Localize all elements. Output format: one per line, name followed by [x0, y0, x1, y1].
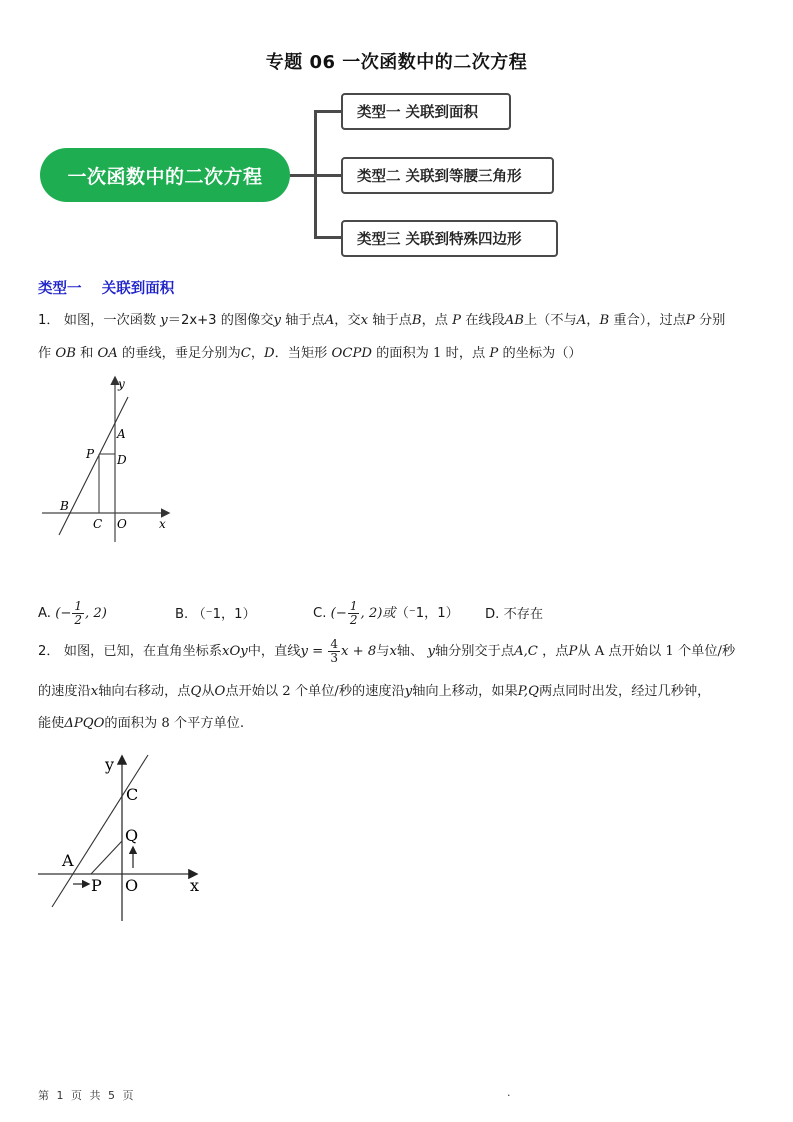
page-title: 专题 06 一次函数中的二次方程 [265, 52, 528, 73]
math-var: x [360, 313, 369, 328]
label-p: P [86, 447, 95, 461]
option-a[interactable] [38, 600, 107, 627]
question-1-line-2 [38, 342, 582, 361]
numerator: 1 [349, 599, 358, 613]
text: 上（不与 [524, 313, 577, 328]
mind-map-connector [314, 110, 342, 113]
mind-map-root: 一次函数中的二次方程 [40, 148, 290, 202]
label-q: Q [125, 826, 139, 845]
text: 能使 [38, 716, 65, 731]
denominator: 2 [74, 613, 83, 627]
footer-dot: . [507, 1086, 511, 1099]
math-expr: , 2) [85, 606, 107, 621]
text: ， [586, 313, 600, 328]
figure-1-diagram [30, 370, 190, 550]
math-var: AB [504, 313, 524, 328]
label-x: x [159, 517, 166, 531]
text: 轴向上移动，如果 [412, 684, 518, 699]
math-var: x [90, 684, 99, 699]
text: 的坐标为（） [502, 346, 582, 361]
text: 如图，一次函数 [63, 313, 157, 328]
text: ，点 [542, 644, 569, 659]
fraction [72, 600, 84, 627]
math-var: xOy [222, 644, 248, 659]
text: 轴向右移动，点 [98, 684, 191, 699]
label-a: A [62, 851, 74, 870]
math-var: C [240, 346, 251, 361]
text: ，交 [334, 313, 361, 328]
label-p: P [91, 876, 102, 895]
math-var: OB [55, 346, 76, 361]
text: 的图像交 [220, 313, 274, 328]
text: 在线段 [465, 313, 505, 328]
denominator: 2 [349, 613, 358, 627]
math-var: P [568, 644, 578, 659]
question-2-line-2 [38, 680, 710, 699]
text: 和 [80, 346, 94, 361]
question-1-line-1 [38, 309, 725, 328]
math-expr: x + 8 [341, 644, 377, 659]
option-text: 不存在 [503, 607, 544, 622]
label-o: O [117, 517, 127, 531]
math-var: P [685, 313, 695, 328]
label-y: y [105, 755, 115, 774]
question-2-line-3 [38, 712, 244, 731]
text: 的面积为 8 个平方单位. [104, 716, 245, 731]
fraction [348, 600, 360, 627]
math-var: P,Q [517, 684, 539, 699]
question-number: 2． [38, 644, 60, 659]
text: 从 [201, 684, 215, 699]
text: 轴于点 [285, 313, 325, 328]
numerator: 1 [74, 599, 83, 613]
text: 轴分别交于点 [434, 644, 515, 659]
mind-map-connector [314, 174, 342, 177]
math-var: A,C [514, 644, 538, 659]
text: 两点同时出发，经过几秒钟， [538, 684, 711, 699]
math-var: A [324, 313, 335, 328]
math-var: y [160, 313, 168, 328]
math-expr: (− [55, 606, 72, 621]
text: ， [250, 346, 265, 361]
label-y: y [118, 377, 125, 391]
mind-map-branch-1: 类型一 关联到面积 [341, 93, 511, 130]
text: 分别 [698, 313, 726, 328]
text: 点开始以 2 个单位/秒的速度沿 [225, 684, 405, 699]
label-o: O [125, 876, 139, 895]
math-var: y [300, 644, 308, 659]
option-b[interactable] [175, 603, 256, 622]
text: 轴、 [396, 644, 424, 659]
math-var: P [489, 346, 499, 361]
text: 作 [38, 346, 52, 361]
option-label: A. [38, 606, 51, 621]
label-d: D [117, 453, 127, 467]
text: ，点 [421, 313, 448, 328]
math-var: B [411, 313, 422, 328]
text: 重合），过点 [613, 313, 686, 328]
math-expr: , 2)或 [360, 606, 396, 621]
option-label: C. [313, 606, 327, 621]
math-op: = [307, 644, 328, 659]
mind-map-branch-3: 类型三 关联到特殊四边形 [341, 220, 558, 257]
text: 轴于点 [372, 313, 412, 328]
figure-2-diagram [30, 745, 220, 935]
option-text: （⁻1，1） [395, 606, 459, 621]
question-2-line-1 [38, 638, 735, 665]
text: 的垂线，垂足分别为 [122, 346, 241, 361]
text: 的面积为 1 时，点 [376, 346, 486, 361]
label-a: A [117, 427, 126, 441]
mind-map-connector [290, 174, 316, 177]
math-var: y [427, 644, 435, 659]
text: 与 [376, 644, 390, 659]
denominator: 3 [330, 651, 339, 665]
math-var: y [273, 313, 281, 328]
math-var: Q [190, 684, 202, 699]
math-var: B [599, 313, 610, 328]
mind-map-connector [314, 236, 342, 239]
label-b: B [60, 499, 69, 513]
text: 如图，已知，在直角坐标系 [63, 644, 223, 659]
math-expr: 2x+3 [180, 313, 217, 328]
label-c: C [93, 517, 103, 531]
text: 的速度沿 [38, 684, 91, 699]
math-var: O [214, 684, 226, 699]
option-label: D. [485, 607, 500, 622]
option-text: （⁻1，1） [192, 607, 256, 622]
math-var: P [452, 313, 462, 328]
math-var: ΔPQO [64, 716, 105, 731]
math-var: A [576, 313, 587, 328]
mind-map-branch-2: 类型二 关联到等腰三角形 [341, 157, 554, 194]
page-number: 第 1 页 共 5 页 [38, 1089, 136, 1102]
math-var: D [264, 346, 275, 361]
math-var: y [404, 684, 413, 699]
math-expr: (− [330, 606, 347, 621]
numerator: 4 [330, 637, 339, 651]
option-d[interactable] [485, 603, 543, 622]
math-var: x [389, 644, 397, 659]
text: 从 A 点开始以 1 个单位/秒 [577, 644, 736, 659]
fraction [328, 638, 340, 665]
math-op: ＝ [167, 313, 181, 328]
text: ．当矩形 [274, 346, 328, 361]
question-number: 1． [38, 313, 60, 328]
label-c: C [126, 785, 139, 804]
label-x: x [190, 876, 200, 895]
segment-pq [91, 841, 122, 874]
text: 中，直线 [247, 644, 301, 659]
math-var: OA [97, 346, 118, 361]
section-heading: 类型一 关联到面积 [38, 281, 175, 297]
math-var: OCPD [331, 346, 372, 361]
option-c[interactable] [313, 600, 459, 627]
option-label: B. [175, 607, 189, 622]
